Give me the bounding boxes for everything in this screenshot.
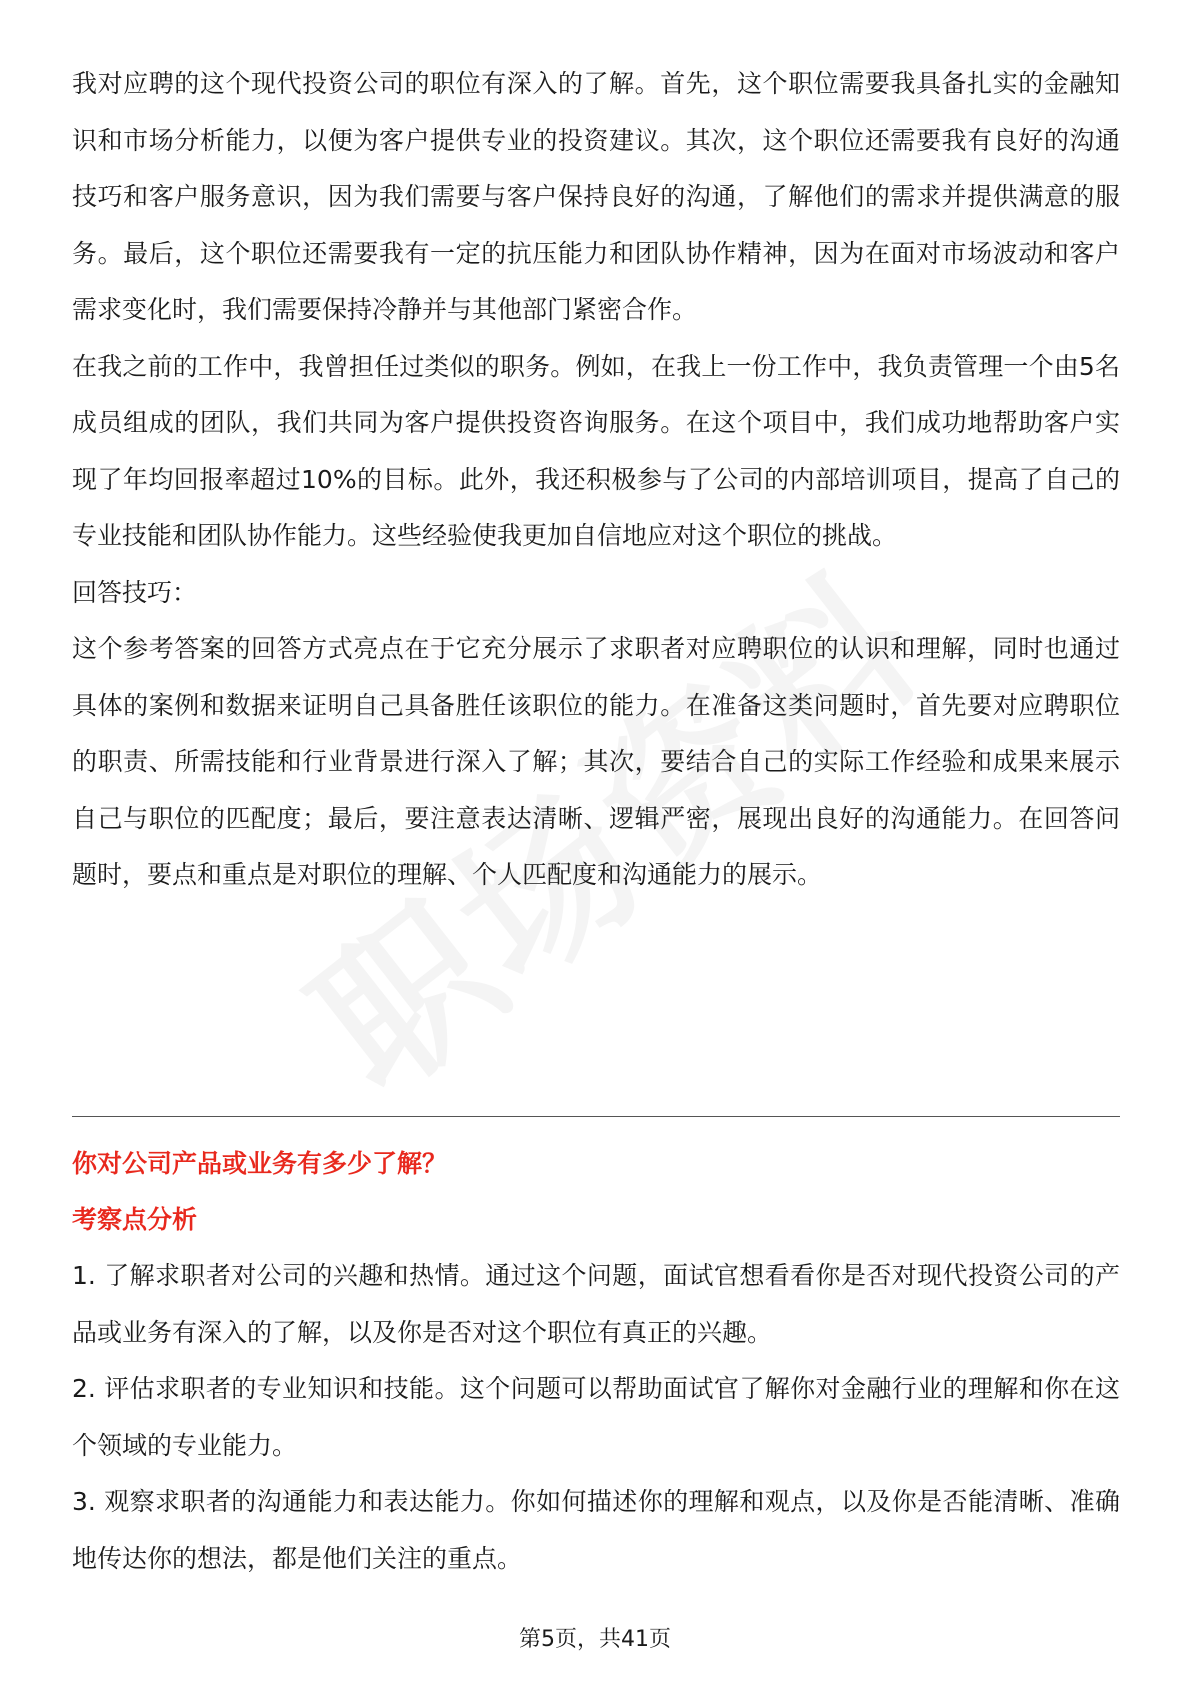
analysis-heading: 考察点分析	[72, 1205, 198, 1234]
tips-paragraph: 这个参考答案的回答方式亮点在于它充分展示了求职者对应聘职位的认识和理解，同时也通过具体的案例和数据来证明自己具备胜任该职位的能力。在准备这类问题时，首先要对应聘职位的职责、所需技能和行业背景进行深入了解；其次，要结合自己的实际工作经验和成果来展示自己与职位的匹配度；最后，要注意表达清晰、逻辑严密，展现出良好的沟通能力。在回答问题时，要点和重点是对职位的理解、个人匹配度和沟通能力的展示。	[72, 634, 1120, 889]
analysis-point-3: 3. 观察求职者的沟通能力和表达能力。你如何描述你的理解和观点，以及你是否能清晰、准确地传达你的想法，都是他们关注的重点。	[72, 1487, 1120, 1573]
question-heading: 你对公司产品或业务有多少了解？	[72, 1149, 448, 1178]
question-section	[72, 1136, 1120, 1587]
answer-body	[72, 56, 1120, 904]
page-number: 第5页，共41页	[519, 1627, 671, 1652]
answer-paragraph-1: 我对应聘的这个现代投资公司的职位有深入的了解。首先，这个职位需要我具备扎实的金融知识和市场分析能力，以便为客户提供专业的投资建议。其次，这个职位还需要我有良好的沟通技巧和客户服务意识，因为我们需要与客户保持良好的沟通，了解他们的需求并提供满意的服务。最后，这个职位还需要我有一定的抗压能力和团队协作精神，因为在面对市场波动和客户需求变化时，我们需要保持冷静并与其他部门紧密合作。	[72, 69, 1120, 324]
section-divider	[72, 1116, 1120, 1117]
analysis-point-2: 2. 评估求职者的专业知识和技能。这个问题可以帮助面试官了解你对金融行业的理解和你在这个领域的专业能力。	[72, 1374, 1120, 1460]
analysis-point-1: 1. 了解求职者对公司的兴趣和热情。通过这个问题，面试官想看看你是否对现代投资公司的产品或业务有深入的了解，以及你是否对这个职位有真正的兴趣。	[72, 1261, 1120, 1347]
tips-label: 回答技巧：	[72, 577, 198, 607]
answer-paragraph-2: 在我之前的工作中，我曾担任过类似的职务。例如，在我上一份工作中，我负责管理一个由5名成员组成的团队，我们共同为客户提供投资咨询服务。在这个项目中，我们成功地帮助客户实现了年均回报率超过10%的目标。此外，我还积极参与了公司的内部培训项目，提高了自己的专业技能和团队协作能力。这些经验使我更加自信地应对这个职位的挑战。	[72, 351, 1120, 550]
